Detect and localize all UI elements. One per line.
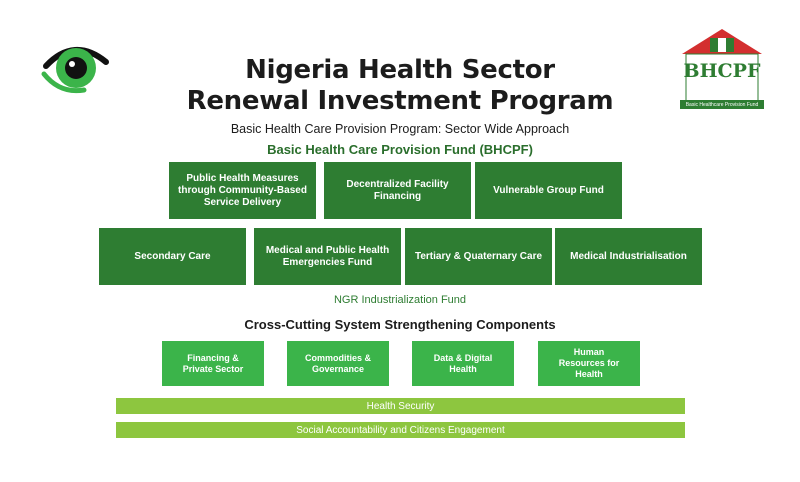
- box-vulnerable-group-fund: Vulnerable Group Fund: [475, 162, 622, 219]
- page-subtitle: Basic Health Care Provision Program: Sector Wide Approach: [230, 122, 570, 136]
- box-public-health-measures: Public Health Measures through Community-Based Service Delivery: [169, 162, 316, 219]
- ngr-fund-label: NGR Industrialization Fund: [333, 294, 467, 306]
- box-decentralized-facility-financing: Decentralized Facility Financing: [324, 162, 471, 219]
- bar-health-security: Health Security: [116, 398, 685, 414]
- box-financing-private-sector: Financing & Private Sector: [162, 341, 264, 386]
- box-emergencies-fund: Medical and Public Health Emergencies Fund: [254, 228, 401, 285]
- box-data-digital-health: Data & Digital Health: [412, 341, 514, 386]
- bar-social-accountability: Social Accountability and Citizens Engagement: [116, 422, 685, 438]
- box-secondary-care: Secondary Care: [99, 228, 246, 285]
- box-medical-industrialisation: Medical Industrialisation: [555, 228, 702, 285]
- box-tertiary-care: Tertiary & Quaternary Care: [405, 228, 552, 285]
- fund-title: Basic Health Care Provision Fund (BHCPF): [267, 142, 533, 157]
- page-title-line2: Renewal Investment Program: [186, 86, 614, 116]
- box-commodities-governance: Commodities & Governance: [287, 341, 389, 386]
- bhcpf-logo-text: BHCPF: [683, 60, 761, 82]
- box-human-resources: Human Resources for Health: [538, 341, 640, 386]
- cross-cutting-title: Cross-Cutting System Strengthening Components: [244, 317, 556, 332]
- page-title-line1: Nigeria Health Sector: [245, 55, 555, 85]
- bhcpf-logo-caption: Basic Healthcare Provision Fund: [685, 102, 759, 108]
